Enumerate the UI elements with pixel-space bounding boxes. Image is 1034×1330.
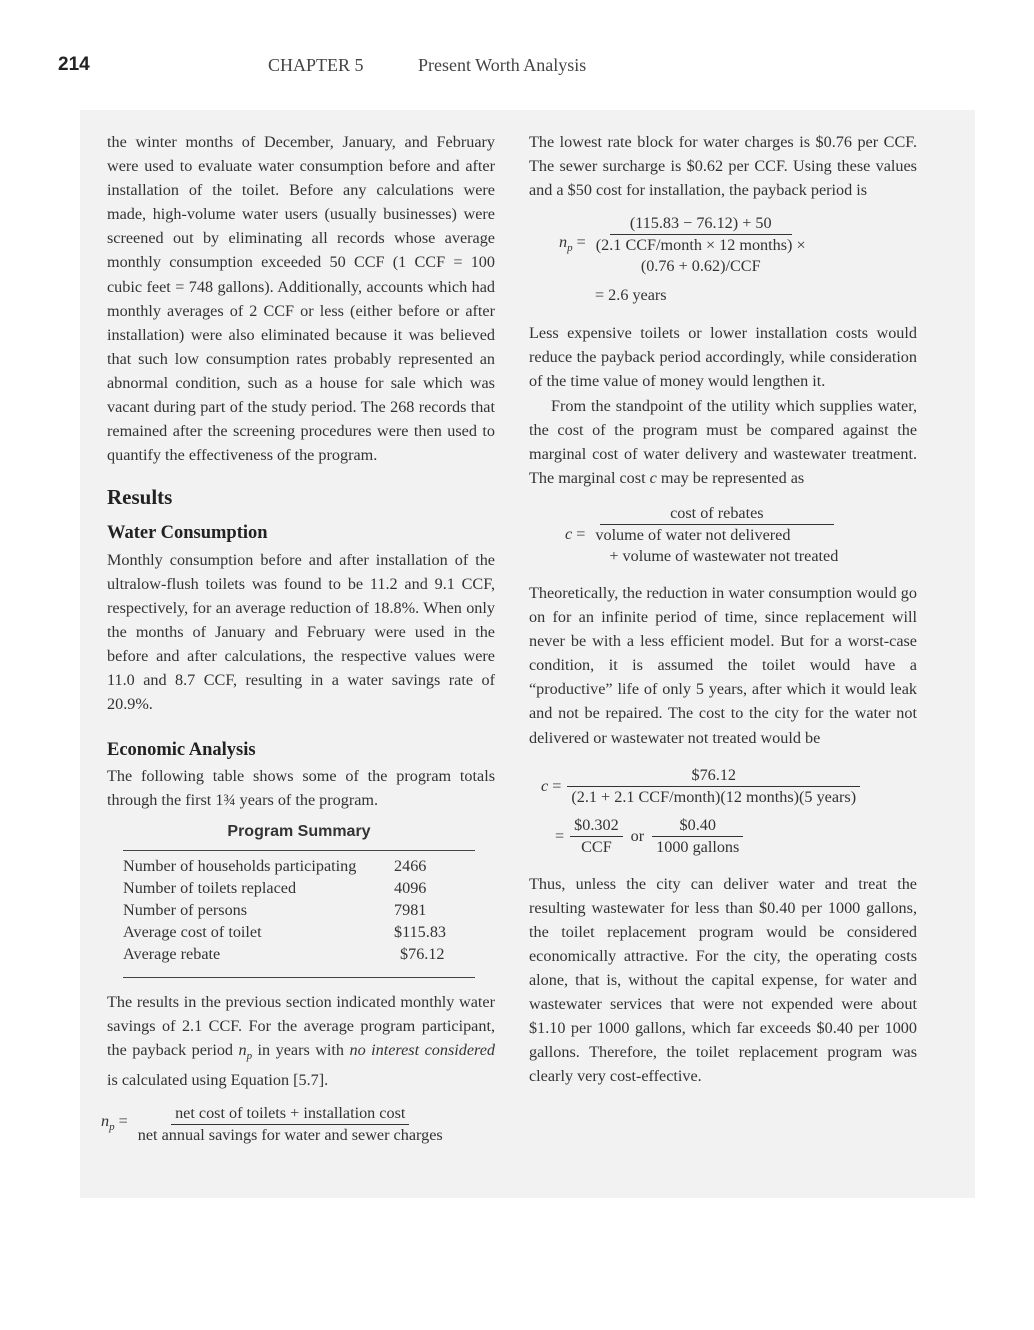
paragraph: Thus, unless the city can deliver water and treat the resulting wastewater for less than $0.40 per 1000 gallons, the toilet replacement program would be considered economically attractive. For the city, the operating costs alone, that is, without the capital expense, for water and wastewater services that were not expended were about $1.10 per 1000 gallons, which far exceeds $0.40 per 1000 gallons. Therefore, the toilet replacement program was clearly very cost-effective. bbox=[529, 874, 917, 1086]
variable-name: n bbox=[238, 1040, 247, 1059]
row-label: Number of households participating bbox=[123, 856, 357, 875]
table-body bbox=[123, 855, 475, 965]
fraction bbox=[570, 814, 623, 858]
numerator: (115.83 − 76.12) + 50 bbox=[610, 212, 792, 235]
row-value: 7981 bbox=[394, 900, 427, 919]
or-word: or bbox=[630, 826, 645, 845]
equation-result: = 2.6 years bbox=[595, 286, 667, 305]
numerator: $76.12 bbox=[567, 764, 860, 787]
right-column bbox=[529, 130, 917, 1088]
row-value: $76.12 bbox=[400, 944, 445, 963]
lhs-var: n bbox=[101, 1111, 110, 1130]
lhs-var: c bbox=[565, 525, 573, 544]
fraction bbox=[134, 1102, 447, 1146]
equals-sign: = bbox=[572, 525, 586, 544]
lhs-sub: p bbox=[109, 1121, 115, 1134]
variable-subscript: p bbox=[246, 1049, 253, 1062]
denominator-line-2: + volume of wastewater not treated bbox=[609, 546, 839, 565]
text-run: in years with bbox=[252, 1040, 350, 1059]
row-label: Average cost of toilet bbox=[123, 922, 262, 941]
table-row bbox=[123, 921, 475, 943]
program-summary-table bbox=[123, 820, 475, 977]
lhs-var: c bbox=[541, 776, 549, 795]
equals-sign: = bbox=[572, 232, 586, 251]
table-row bbox=[123, 899, 475, 921]
denominator: 1000 gallons bbox=[656, 837, 740, 856]
left-column bbox=[101, 130, 495, 1152]
equation-payback-general bbox=[101, 1102, 495, 1146]
numerator: net cost of toilets + installation cost bbox=[171, 1102, 409, 1125]
page-number: 214 bbox=[58, 54, 90, 75]
row-label: Number of toilets replaced bbox=[123, 878, 297, 897]
text-run: may be represented as bbox=[656, 468, 805, 487]
fraction bbox=[652, 814, 743, 858]
equals-sign: = bbox=[114, 1111, 128, 1130]
table-row bbox=[123, 855, 475, 877]
subsection-heading-economic: Economic Analysis bbox=[107, 740, 256, 761]
paragraph bbox=[529, 394, 917, 490]
equation-payback-numeric bbox=[559, 212, 917, 277]
row-value: $115.83 bbox=[394, 922, 447, 941]
numerator: $0.302 bbox=[570, 814, 623, 837]
fraction bbox=[592, 212, 810, 277]
equals-sign: = bbox=[555, 826, 565, 845]
subsection-heading-water: Water Consumption bbox=[107, 523, 268, 544]
section-heading-results: Results bbox=[107, 485, 173, 510]
equation-lhs bbox=[559, 230, 586, 260]
emphasis: no interest considered bbox=[349, 1040, 495, 1059]
row-label: Number of persons bbox=[123, 900, 248, 919]
fraction bbox=[591, 502, 842, 567]
paragraph: the winter months of December, January, and February were used to evaluate water consumption before and after installation of the toilet. Before any calculations were made, high-volume water users (usually businesses) were screened out by eliminating all records whose average monthly consumption exceeded 50 CCF (1 CCF = 100 cubic feet = 748 gallons). Additionally, accounts which had monthly averages of 2 CCF or less (either before or after installation) were also eliminated because it was believed that such low consumption rates probably represented an abnormal condition, such as a house for sale which was vacant during part of the study period. The 268 records that remained after the screening procedures were then used to quantify the effectiveness of the program. bbox=[107, 133, 495, 465]
paragraph: The lowest rate block for water charges is $0.76 per CCF. The sewer surcharge is $0.62 per CCF. Using these values and a $50 cost for installation, the payback period is bbox=[529, 133, 917, 200]
table-bottom-rule bbox=[123, 977, 475, 978]
paragraph: Monthly consumption before and after installation of the ultralow-flush toilets was found to be 11.2 and 9.1 CCF, respectively, for an average reduction of 18.8%. When only the months of January and February were used in the before and after calculations, the respective values were 11.0 and 8.7 CCF, resulting in a water savings rate of 20.9%. bbox=[107, 550, 495, 714]
paragraph: The following table shows some of the program totals through the first 1¾ years of the program. bbox=[107, 767, 495, 810]
lhs-sub: p bbox=[567, 241, 573, 254]
text-run: From the standpoint of the utility which supplies water, the cost of the program must be compared against the marginal cost of water delivery and wastewater treatment. The marginal cost bbox=[529, 396, 917, 487]
lhs-var: n bbox=[559, 232, 568, 251]
paragraph: Theoretically, the reduction in water consumption would go on for an infinite period of time, since replacement will never be with a less efficient model. But for a worst-case condition, it is assumed the toilet would have a “productive” life of only 5 years, after which it would leak and not be repaired. The cost to the city for the water not delivered or wastewater not treated would be bbox=[529, 583, 917, 747]
row-value: 4096 bbox=[394, 878, 427, 897]
numerator: $0.40 bbox=[652, 814, 743, 837]
table-title: Program Summary bbox=[123, 820, 475, 850]
row-label: Average rebate bbox=[123, 944, 221, 963]
equals-sign: = bbox=[548, 776, 562, 795]
fraction bbox=[567, 764, 860, 808]
equation-lhs bbox=[565, 522, 585, 546]
table-row bbox=[123, 943, 475, 965]
paragraph: Less expensive toilets or lower installation costs would reduce the payback period accordingly, while consideration of the time value of money would lengthen it. bbox=[529, 324, 917, 391]
variable bbox=[238, 1040, 253, 1062]
table-row bbox=[123, 877, 475, 899]
denominator: CCF bbox=[581, 837, 612, 856]
equation-cost-numeric bbox=[541, 764, 917, 808]
numerator: cost of rebates bbox=[600, 502, 834, 525]
equation-cost-result bbox=[555, 814, 917, 858]
equation-lhs bbox=[101, 1109, 128, 1139]
chapter-label: CHAPTER 5 bbox=[268, 55, 364, 75]
paragraph bbox=[107, 990, 495, 1093]
denominator: volume of water not delivered bbox=[595, 525, 791, 544]
denominator-line-2: (0.76 + 0.62)/CCF bbox=[640, 257, 761, 276]
denominator: (2.1 CCF/month × 12 months) × bbox=[595, 236, 806, 255]
denominator: net annual savings for water and sewer charges bbox=[137, 1126, 443, 1145]
denominator: (2.1 + 2.1 CCF/month)(12 months)(5 years) bbox=[571, 787, 857, 806]
text-run: The results in the previous section indicated monthly water savings of 2.1 CCF. For the average program participant, the payback period bbox=[107, 992, 495, 1059]
variable: c bbox=[649, 468, 657, 487]
page-header bbox=[0, 52, 1034, 82]
running-head: Present Worth Analysis bbox=[418, 55, 587, 75]
text-run: is calculated using Equation [5.7]. bbox=[107, 1071, 329, 1090]
row-value: 2466 bbox=[394, 856, 427, 875]
equation-marginal-cost bbox=[565, 502, 917, 567]
equation-lhs bbox=[541, 774, 561, 798]
